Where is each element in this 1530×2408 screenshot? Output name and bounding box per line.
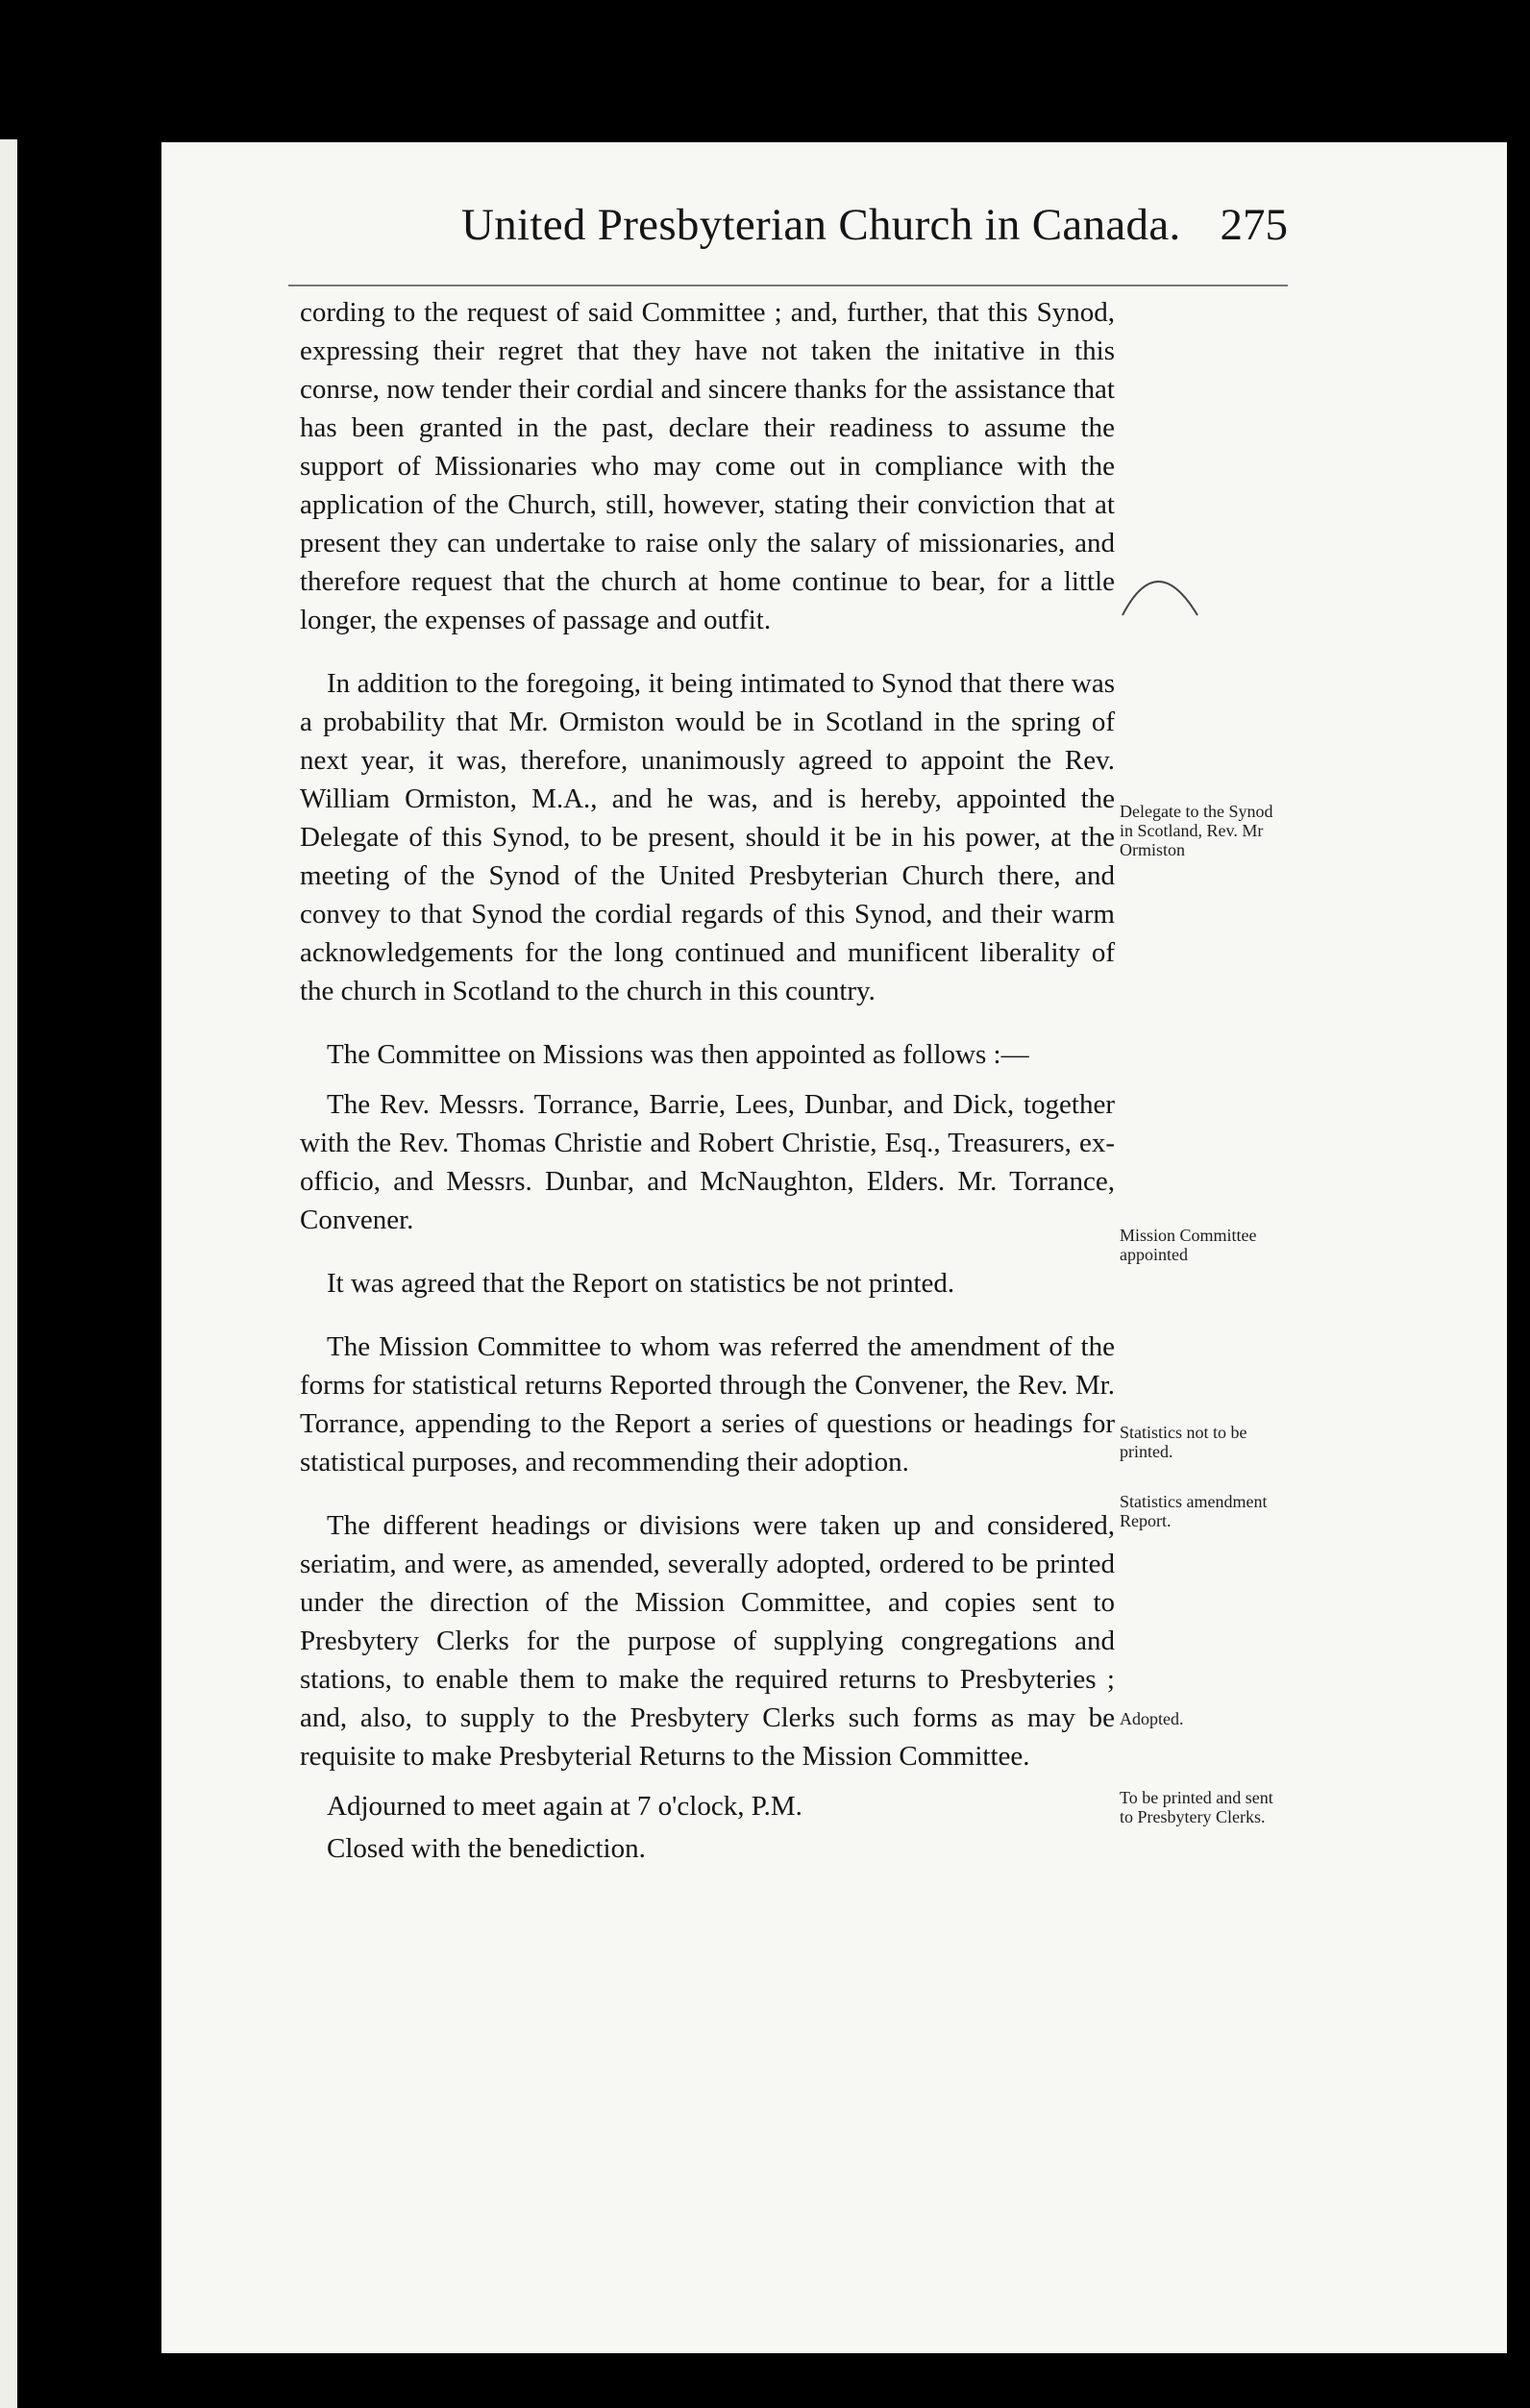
pencil-bracket-mark [1117,558,1203,625]
sidenote-statistics-amendment: Statistics amendment Report. [1120,1492,1268,1530]
sidenote-statistics-not-printed: Statistics not to be printed. [1120,1423,1247,1461]
page-number: 275 [1220,200,1288,250]
left-page-edge [0,139,17,2408]
paragraph-committee-intro: The Committee on Missions was then appointed as follows :— [327,1039,1029,1070]
paragraph-adjourned: Adjourned to meet again at 7 o'clock, P.M. [327,1791,802,1822]
sidenote-delegate: Delegate to the Synod in Scotland, Rev. Mr Ormiston [1120,802,1273,859]
paragraph-benediction: Closed with the benediction. [327,1833,646,1864]
running-head [288,199,1288,266]
sidenote-mission-committee: Mission Committee appointed [1120,1226,1257,1264]
paragraph-headings-adopted: The different headings or divisions were taken up and considered, seriatim, and were, as amended, severally adopted, ordered to be printed under the direction of the Mission Committee, and copies sent to Presbytery Clerks for the purpose of supplying congregations and stations, to enable them to make the required returns to Presbyteries ; and, also, to supply to the Presbytery Clerks such forms as may be requisite to make Presbyterial Returns to the Mission Committee. [300,1510,1115,1772]
paragraph-committee-members: The Rev. Messrs. Torrance, Barrie, Lees, Dunbar, and Dick, together with the Rev. Thomas Christie and Robert Christie, Esq., Treasurers, ex-officio, and Messrs. Dunbar, and McNaughton, Elders. Mr. Torrance, Convener. [300,1089,1115,1235]
sidenote-adopted: Adopted. [1120,1709,1184,1728]
paragraph-continued-resolution: cording to the request of said Committee ; and, further, that this Synod, expressing their regret that they have not taken the initative in this conrse, now tender their cordial and sincere thanks for the assistance that has been granted in the past, declare their readiness to assume the support of Missionaries who may come out in compliance with the application of the Church, still, however, stating their conviction that at present they can undertake to raise only the salary of missionaries, and therefore request that the church at home continue to bear, for a little longer, the expenses of passage and outfit. [300,297,1115,635]
running-title: United Presbyterian Church in Canada. [461,200,1181,250]
paragraph-delegate-appointment: In addition to the foregoing, it being intimated to Synod that there was a probability that Mr. Ormiston would be in Scotland in the spring of next year, it was, therefore, unanimously agreed to appoint the Rev. William Ormiston, M.A., and he was, and is hereby, appointed the Delegate of this Synod, to be present, should it be in his power, at the meeting of the Synod of the United Presbyterian Church there, and convey to that Synod the cordial regards of this Synod, and their warm acknowledgements for the long continued and munificent liberality of the church in Scotland to the church in this country. [300,668,1115,1006]
page-body [300,293,1115,1872]
paragraph-statistics-amendment: The Mission Committee to whom was referred the amendment of the forms for statistical returns Reported through the Convener, the Rev. Mr. Torrance, appending to the Report a series of questions or headings for statistical purposes, and recommending their adoption. [300,1331,1115,1477]
sidenote-printed-sent: To be printed and sent to Presbytery Clerks. [1120,1788,1273,1826]
paragraph-statistics-report: It was agreed that the Report on statistics be not printed. [327,1268,955,1299]
header-rule [288,285,1288,286]
